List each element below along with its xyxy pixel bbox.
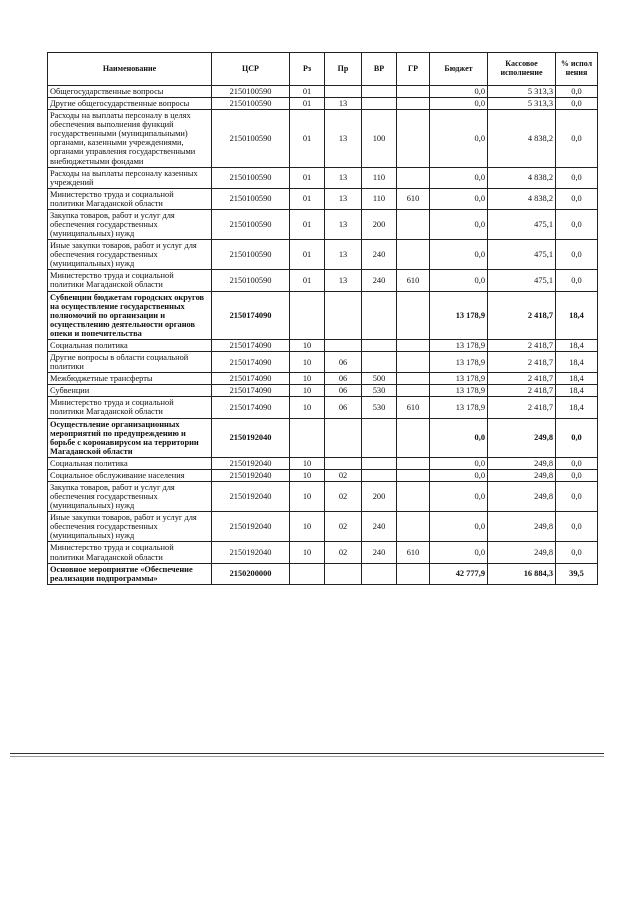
cell-csr: 2150100590	[212, 86, 290, 98]
cell-csr: 2150192040	[212, 457, 290, 469]
table-body	[48, 86, 598, 585]
cell-pr: 06	[325, 397, 362, 418]
cell-name: Субвенции бюджетам городских округов на осуществление государственных полномочий по организации и осуществлению деятельности органов опеки и попечительства	[48, 291, 212, 339]
table-row	[48, 542, 598, 563]
cell-gr	[397, 291, 430, 339]
cell-pr: 13	[325, 110, 362, 167]
cell-gr	[397, 481, 430, 511]
cell-csr: 2150100590	[212, 98, 290, 110]
cell-vr: 530	[362, 397, 397, 418]
cell-rz: 10	[290, 397, 325, 418]
cell-pr	[325, 563, 362, 584]
cell-name: Социальная политика	[48, 457, 212, 469]
cell-pr: 13	[325, 209, 362, 239]
cell-name: Расходы на выплаты персоналу в целях обеспечения выполнения функций государственными (муниципальными) органами, казенными учреждениями, органами управления государственными внебюджетными фондами	[48, 110, 212, 167]
cell-pr	[325, 291, 362, 339]
cell-pr: 02	[325, 512, 362, 542]
cell-name: Министерство труда и социальной политики Магаданской области	[48, 397, 212, 418]
cell-gr: 610	[397, 542, 430, 563]
cell-rz	[290, 291, 325, 339]
cell-gr	[397, 457, 430, 469]
cell-gr	[397, 352, 430, 373]
cell-percent: 0,0	[556, 188, 598, 209]
cell-kassovoe: 2 418,7	[488, 291, 556, 339]
table-row	[48, 110, 598, 167]
cell-csr: 2150100590	[212, 240, 290, 270]
cell-rz: 01	[290, 98, 325, 110]
cell-kassovoe: 4 838,2	[488, 167, 556, 188]
cell-csr: 2150100590	[212, 110, 290, 167]
cell-csr: 2150174090	[212, 373, 290, 385]
cell-vr	[362, 469, 397, 481]
cell-csr: 2150100590	[212, 209, 290, 239]
cell-percent: 0,0	[556, 512, 598, 542]
cell-pr: 06	[325, 385, 362, 397]
table-row	[48, 373, 598, 385]
header-gr: ГР	[397, 53, 430, 86]
cell-vr: 200	[362, 209, 397, 239]
cell-name: Закупка товаров, работ и услуг для обеспечения государственных (муниципальных) нужд	[48, 209, 212, 239]
table-row	[48, 240, 598, 270]
cell-rz: 10	[290, 481, 325, 511]
header-vr: ВР	[362, 53, 397, 86]
cell-csr: 2150200000	[212, 563, 290, 584]
cell-csr: 2150174090	[212, 291, 290, 339]
cell-budget: 13 178,9	[430, 339, 488, 351]
cell-vr	[362, 563, 397, 584]
table-row	[48, 167, 598, 188]
cell-budget: 0,0	[430, 270, 488, 291]
cell-name: Основное мероприятие «Обеспечение реализации подпрограммы»	[48, 563, 212, 584]
cell-vr: 240	[362, 240, 397, 270]
table-row	[48, 98, 598, 110]
cell-budget: 13 178,9	[430, 373, 488, 385]
cell-gr	[397, 339, 430, 351]
cell-name: Закупка товаров, работ и услуг для обеспечения государственных (муниципальных) нужд	[48, 481, 212, 511]
cell-percent: 0,0	[556, 418, 598, 457]
cell-rz	[290, 563, 325, 584]
table-row	[48, 209, 598, 239]
cell-kassovoe: 249,8	[488, 542, 556, 563]
cell-gr	[397, 373, 430, 385]
cell-vr	[362, 291, 397, 339]
cell-kassovoe: 475,1	[488, 209, 556, 239]
cell-vr	[362, 457, 397, 469]
cell-rz: 10	[290, 339, 325, 351]
cell-percent: 18,4	[556, 385, 598, 397]
cell-rz: 10	[290, 512, 325, 542]
cell-rz: 01	[290, 86, 325, 98]
cell-gr	[397, 110, 430, 167]
cell-budget: 0,0	[430, 86, 488, 98]
cell-gr: 610	[397, 397, 430, 418]
cell-kassovoe: 2 418,7	[488, 339, 556, 351]
cell-rz: 01	[290, 209, 325, 239]
cell-percent: 18,4	[556, 397, 598, 418]
cell-vr	[362, 339, 397, 351]
cell-csr: 2150100590	[212, 188, 290, 209]
cell-kassovoe: 249,8	[488, 418, 556, 457]
cell-rz: 01	[290, 188, 325, 209]
cell-vr: 240	[362, 512, 397, 542]
cell-pr: 13	[325, 188, 362, 209]
cell-percent: 0,0	[556, 240, 598, 270]
cell-kassovoe: 249,8	[488, 512, 556, 542]
cell-pr: 02	[325, 481, 362, 511]
header-pr: Пр	[325, 53, 362, 86]
cell-kassovoe: 249,8	[488, 481, 556, 511]
cell-pr: 13	[325, 98, 362, 110]
table-row	[48, 512, 598, 542]
cell-vr: 110	[362, 188, 397, 209]
cell-percent: 0,0	[556, 98, 598, 110]
cell-rz	[290, 418, 325, 457]
header-name: Наименование	[48, 53, 212, 86]
cell-name: Министерство труда и социальной политики Магаданской области	[48, 188, 212, 209]
cell-vr: 110	[362, 167, 397, 188]
cell-budget: 0,0	[430, 469, 488, 481]
cell-kassovoe: 475,1	[488, 270, 556, 291]
table-row	[48, 418, 598, 457]
cell-name: Расходы на выплаты персоналу казенных учреждений	[48, 167, 212, 188]
table-row	[48, 270, 598, 291]
cell-percent: 18,4	[556, 373, 598, 385]
cell-csr: 2150192040	[212, 512, 290, 542]
cell-budget: 0,0	[430, 188, 488, 209]
page-divider-shadow	[10, 756, 604, 757]
cell-kassovoe: 2 418,7	[488, 397, 556, 418]
cell-budget: 42 777,9	[430, 563, 488, 584]
cell-kassovoe: 2 418,7	[488, 373, 556, 385]
cell-pr: 02	[325, 542, 362, 563]
cell-budget: 13 178,9	[430, 352, 488, 373]
cell-percent: 0,0	[556, 167, 598, 188]
cell-gr	[397, 512, 430, 542]
cell-vr: 200	[362, 481, 397, 511]
cell-gr	[397, 385, 430, 397]
cell-budget: 13 178,9	[430, 397, 488, 418]
cell-budget: 0,0	[430, 457, 488, 469]
cell-csr: 2150174090	[212, 352, 290, 373]
cell-gr	[397, 86, 430, 98]
cell-rz: 01	[290, 240, 325, 270]
cell-vr	[362, 418, 397, 457]
cell-vr: 530	[362, 385, 397, 397]
cell-gr	[397, 240, 430, 270]
cell-percent: 18,4	[556, 291, 598, 339]
table-row	[48, 291, 598, 339]
table-row	[48, 188, 598, 209]
cell-pr: 13	[325, 270, 362, 291]
cell-percent: 0,0	[556, 110, 598, 167]
cell-csr: 2150174090	[212, 385, 290, 397]
cell-vr: 240	[362, 270, 397, 291]
cell-percent: 0,0	[556, 469, 598, 481]
cell-pr	[325, 86, 362, 98]
cell-vr: 500	[362, 373, 397, 385]
cell-rz: 10	[290, 352, 325, 373]
cell-rz: 01	[290, 270, 325, 291]
cell-pr: 13	[325, 240, 362, 270]
cell-budget: 0,0	[430, 481, 488, 511]
cell-gr	[397, 98, 430, 110]
cell-vr	[362, 352, 397, 373]
budget-execution-table	[47, 52, 598, 585]
table-row	[48, 469, 598, 481]
cell-budget: 0,0	[430, 418, 488, 457]
cell-kassovoe: 5 313,3	[488, 98, 556, 110]
cell-name: Социальное обслуживание населения	[48, 469, 212, 481]
cell-gr: 610	[397, 270, 430, 291]
cell-budget: 0,0	[430, 512, 488, 542]
cell-name: Субвенции	[48, 385, 212, 397]
cell-kassovoe: 249,8	[488, 457, 556, 469]
cell-name: Межбюджетные трансферты	[48, 373, 212, 385]
cell-name: Другие общегосударственные вопросы	[48, 98, 212, 110]
cell-pr	[325, 418, 362, 457]
header-kassovoe: Кассовое исполнение	[488, 53, 556, 86]
cell-kassovoe: 5 313,3	[488, 86, 556, 98]
cell-percent: 0,0	[556, 209, 598, 239]
cell-csr: 2150100590	[212, 270, 290, 291]
cell-budget: 0,0	[430, 542, 488, 563]
cell-csr: 2150192040	[212, 418, 290, 457]
cell-rz: 10	[290, 373, 325, 385]
cell-percent: 0,0	[556, 270, 598, 291]
cell-percent: 0,0	[556, 86, 598, 98]
table-row	[48, 385, 598, 397]
cell-csr: 2150192040	[212, 542, 290, 563]
cell-pr: 06	[325, 373, 362, 385]
table-row	[48, 339, 598, 351]
cell-rz: 01	[290, 110, 325, 167]
cell-rz: 10	[290, 469, 325, 481]
cell-pr: 02	[325, 469, 362, 481]
header-csr: ЦСР	[212, 53, 290, 86]
cell-pr: 06	[325, 352, 362, 373]
cell-percent: 0,0	[556, 481, 598, 511]
cell-budget: 0,0	[430, 167, 488, 188]
cell-gr	[397, 469, 430, 481]
cell-name: Министерство труда и социальной политики Магаданской области	[48, 542, 212, 563]
table-row	[48, 397, 598, 418]
cell-kassovoe: 2 418,7	[488, 385, 556, 397]
cell-rz: 10	[290, 542, 325, 563]
header-percent: % испол нения	[556, 53, 598, 86]
cell-percent: 0,0	[556, 457, 598, 469]
table-row	[48, 481, 598, 511]
cell-name: Иные закупки товаров, работ и услуг для обеспечения государственных (муниципальных) нужд	[48, 512, 212, 542]
cell-percent: 0,0	[556, 542, 598, 563]
table-row	[48, 86, 598, 98]
cell-csr: 2150174090	[212, 339, 290, 351]
cell-pr: 13	[325, 167, 362, 188]
cell-rz: 10	[290, 385, 325, 397]
page-divider	[10, 753, 604, 754]
cell-gr	[397, 563, 430, 584]
cell-vr: 100	[362, 110, 397, 167]
cell-budget: 0,0	[430, 209, 488, 239]
cell-gr	[397, 209, 430, 239]
cell-budget: 13 178,9	[430, 385, 488, 397]
cell-percent: 18,4	[556, 339, 598, 351]
cell-csr: 2150174090	[212, 397, 290, 418]
cell-budget: 13 178,9	[430, 291, 488, 339]
cell-csr: 2150192040	[212, 469, 290, 481]
cell-vr	[362, 98, 397, 110]
table-row	[48, 352, 598, 373]
cell-vr: 240	[362, 542, 397, 563]
cell-name: Иные закупки товаров, работ и услуг для обеспечения государственных (муниципальных) нужд	[48, 240, 212, 270]
cell-budget: 0,0	[430, 240, 488, 270]
cell-budget: 0,0	[430, 110, 488, 167]
table-row	[48, 563, 598, 584]
cell-name: Другие вопросы в области социальной политики	[48, 352, 212, 373]
cell-csr: 2150192040	[212, 481, 290, 511]
cell-gr	[397, 167, 430, 188]
cell-kassovoe: 2 418,7	[488, 352, 556, 373]
cell-vr	[362, 86, 397, 98]
cell-rz: 10	[290, 457, 325, 469]
cell-kassovoe: 4 838,2	[488, 110, 556, 167]
cell-rz: 01	[290, 167, 325, 188]
cell-percent: 39,5	[556, 563, 598, 584]
table-row	[48, 457, 598, 469]
table-header-row	[48, 53, 598, 86]
cell-pr	[325, 457, 362, 469]
cell-name: Общегосударственные вопросы	[48, 86, 212, 98]
cell-csr: 2150100590	[212, 167, 290, 188]
cell-name: Осуществление организационных мероприятий по предупреждению и борьбе с коронавирусом на территории Магаданской области	[48, 418, 212, 457]
cell-name: Министерство труда и социальной политики Магаданской области	[48, 270, 212, 291]
cell-budget: 0,0	[430, 98, 488, 110]
cell-pr	[325, 339, 362, 351]
cell-kassovoe: 249,8	[488, 469, 556, 481]
cell-gr	[397, 418, 430, 457]
cell-gr: 610	[397, 188, 430, 209]
cell-kassovoe: 475,1	[488, 240, 556, 270]
header-budget: Бюджет	[430, 53, 488, 86]
header-rz: Рз	[290, 53, 325, 86]
cell-name: Социальная политика	[48, 339, 212, 351]
cell-kassovoe: 16 884,3	[488, 563, 556, 584]
cell-kassovoe: 4 838,2	[488, 188, 556, 209]
cell-percent: 18,4	[556, 352, 598, 373]
